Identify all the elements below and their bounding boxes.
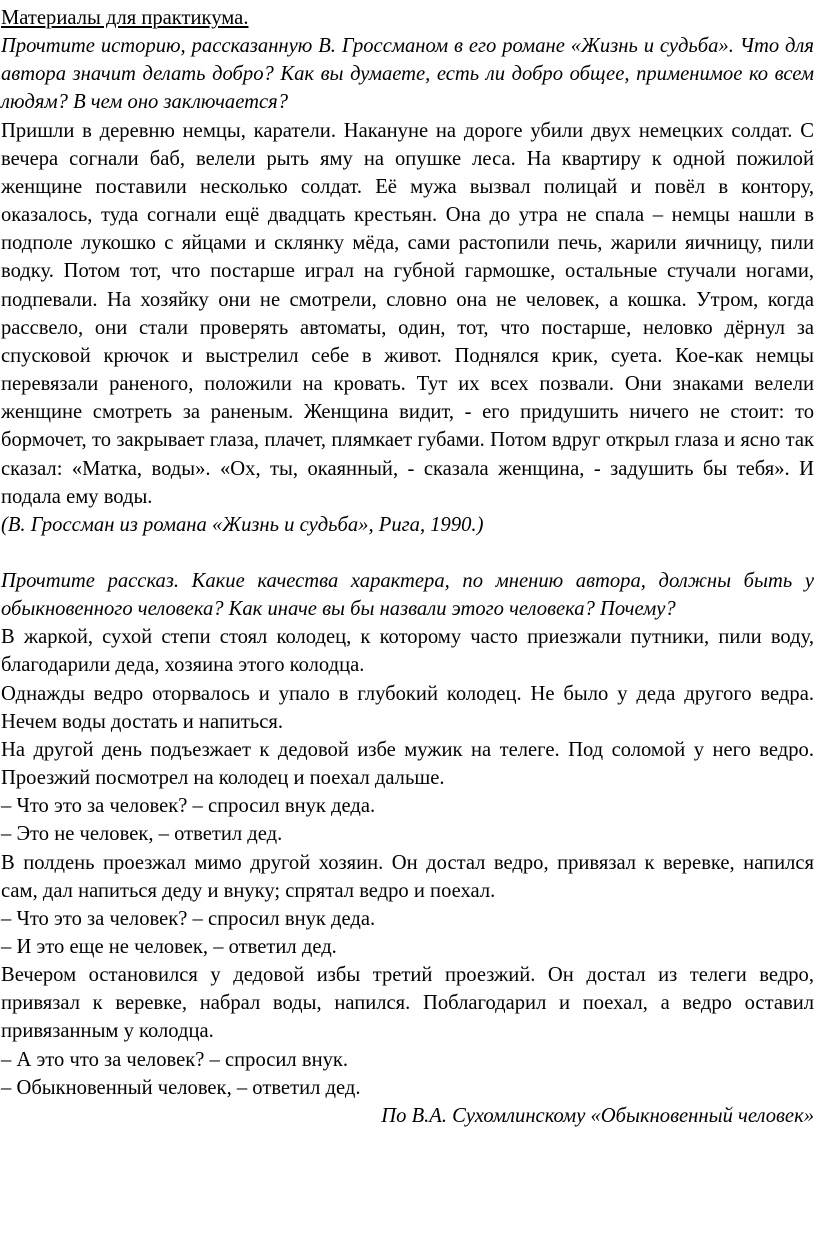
- story-2-dialogue-line: – Обыкновенный человек, – ответил дед.: [1, 1076, 361, 1099]
- story-2-dialogue-line: – Что это за человек? – спросил внук деда.: [1, 907, 376, 930]
- story-2-source: По В.А. Сухомлинскому «Обыкновенный человек»: [381, 1104, 814, 1127]
- story-2-dialogue-line: – Это не человек, – ответил дед.: [1, 823, 283, 846]
- story-1-text: Пришли в деревню немцы, каратели. Накануне на дороге убили двух немецких солдат. С вечера согнали баб, велели рыть яму на опушке леса. На квартиру к одной пожилой женщине поставили несколько солдат. Её мужа вызвал полицай и повёл в контору, оказалось, туда согнали ещё двадцать крестьян. Она до утра не спала – немцы нашли в подполе лукошко с яйцами и склянку мёда, сами растопили печь, жарили яичницу, пили водку. Потом тот, что постарше играл на губной гармошке, остальные стучали ногами, подпевали. На хозяйку они не смотрели, словно она не человек, а кошка. Утром, когда рассвело, они стали проверять автоматы, один, тот, что постарше, неловко дёрнул за спусковой крючок и выстрелил себе в живот. Поднялся крик, суета. Кое-как немцы перевязали раненого, положили на кровать. Тут их всех позвали. Они знаками велели женщине смотреть за раненым. Женщина видит, - его придушить ничего не стоит: то бормочет, то закрывает глаза, плачет, плямкает губами. Потом вдруг открыл глаза и ясно так сказал: «Матка, воды». «Ох, ты, окаянный, - сказала женщина, - задушить бы тебя». И подала ему воды.: [1, 119, 814, 508]
- story-2-paragraph: В жаркой, сухой степи стоял колодец, к которому часто приезжали путники, пили воду, благодарили деда, хозяина этого колодца.: [1, 626, 814, 677]
- story-2-paragraph: Однажды ведро оторвалось и упало в глубокий колодец. Не было у деда другого ведра. Нечем воды достать и напиться.: [1, 682, 814, 733]
- story-2-paragraph: В полдень проезжал мимо другой хозяин. Он достал ведро, привязал к веревке, напился сам, дал напиться деду и внуку; спрятал ведро и поехал.: [1, 851, 814, 902]
- story-2-dialogue-line: – И это еще не человек, – ответил дед.: [1, 936, 337, 958]
- story-2-dialogue-line: – Что это за человек? – спросил внук деда.: [1, 795, 376, 818]
- story-2-paragraph: Вечером остановился у дедовой избы третий проезжий. Он достал из телеги ведро, привязал к веревке, набрал воды, напился. Поблагодарил и поехал, а ведро оставил привязанным у колодца.: [1, 964, 814, 1043]
- document-heading: Материалы для практикума.: [1, 7, 249, 29]
- story-2-dialogue-line: – А это что за человек? – спросил внук.: [1, 1048, 349, 1071]
- task-1-question: Прочтите историю, рассказанную В. Гроссманом в его романе «Жизнь и судьба». Что для автора значит делать добро? Как вы думаете, есть ли добро общее, применимое ко всем людям? В чем оно заключается?: [1, 35, 814, 114]
- story-1-source: (В. Гроссман из романа «Жизнь и судьба», Рига, 1990.): [1, 513, 484, 536]
- section-gap: [1, 539, 814, 567]
- story-2-paragraph: На другой день подъезжает к дедовой избе мужик на телеге. Под соломой у него ведро. Проезжий посмотрел на колодец и поехал дальше.: [1, 738, 814, 790]
- task-2-question: Прочтите рассказ. Какие качества характера, по мнению автора, должны быть у обыкновенного человека? Как иначе вы бы назвали этого человека? Почему?: [1, 569, 814, 621]
